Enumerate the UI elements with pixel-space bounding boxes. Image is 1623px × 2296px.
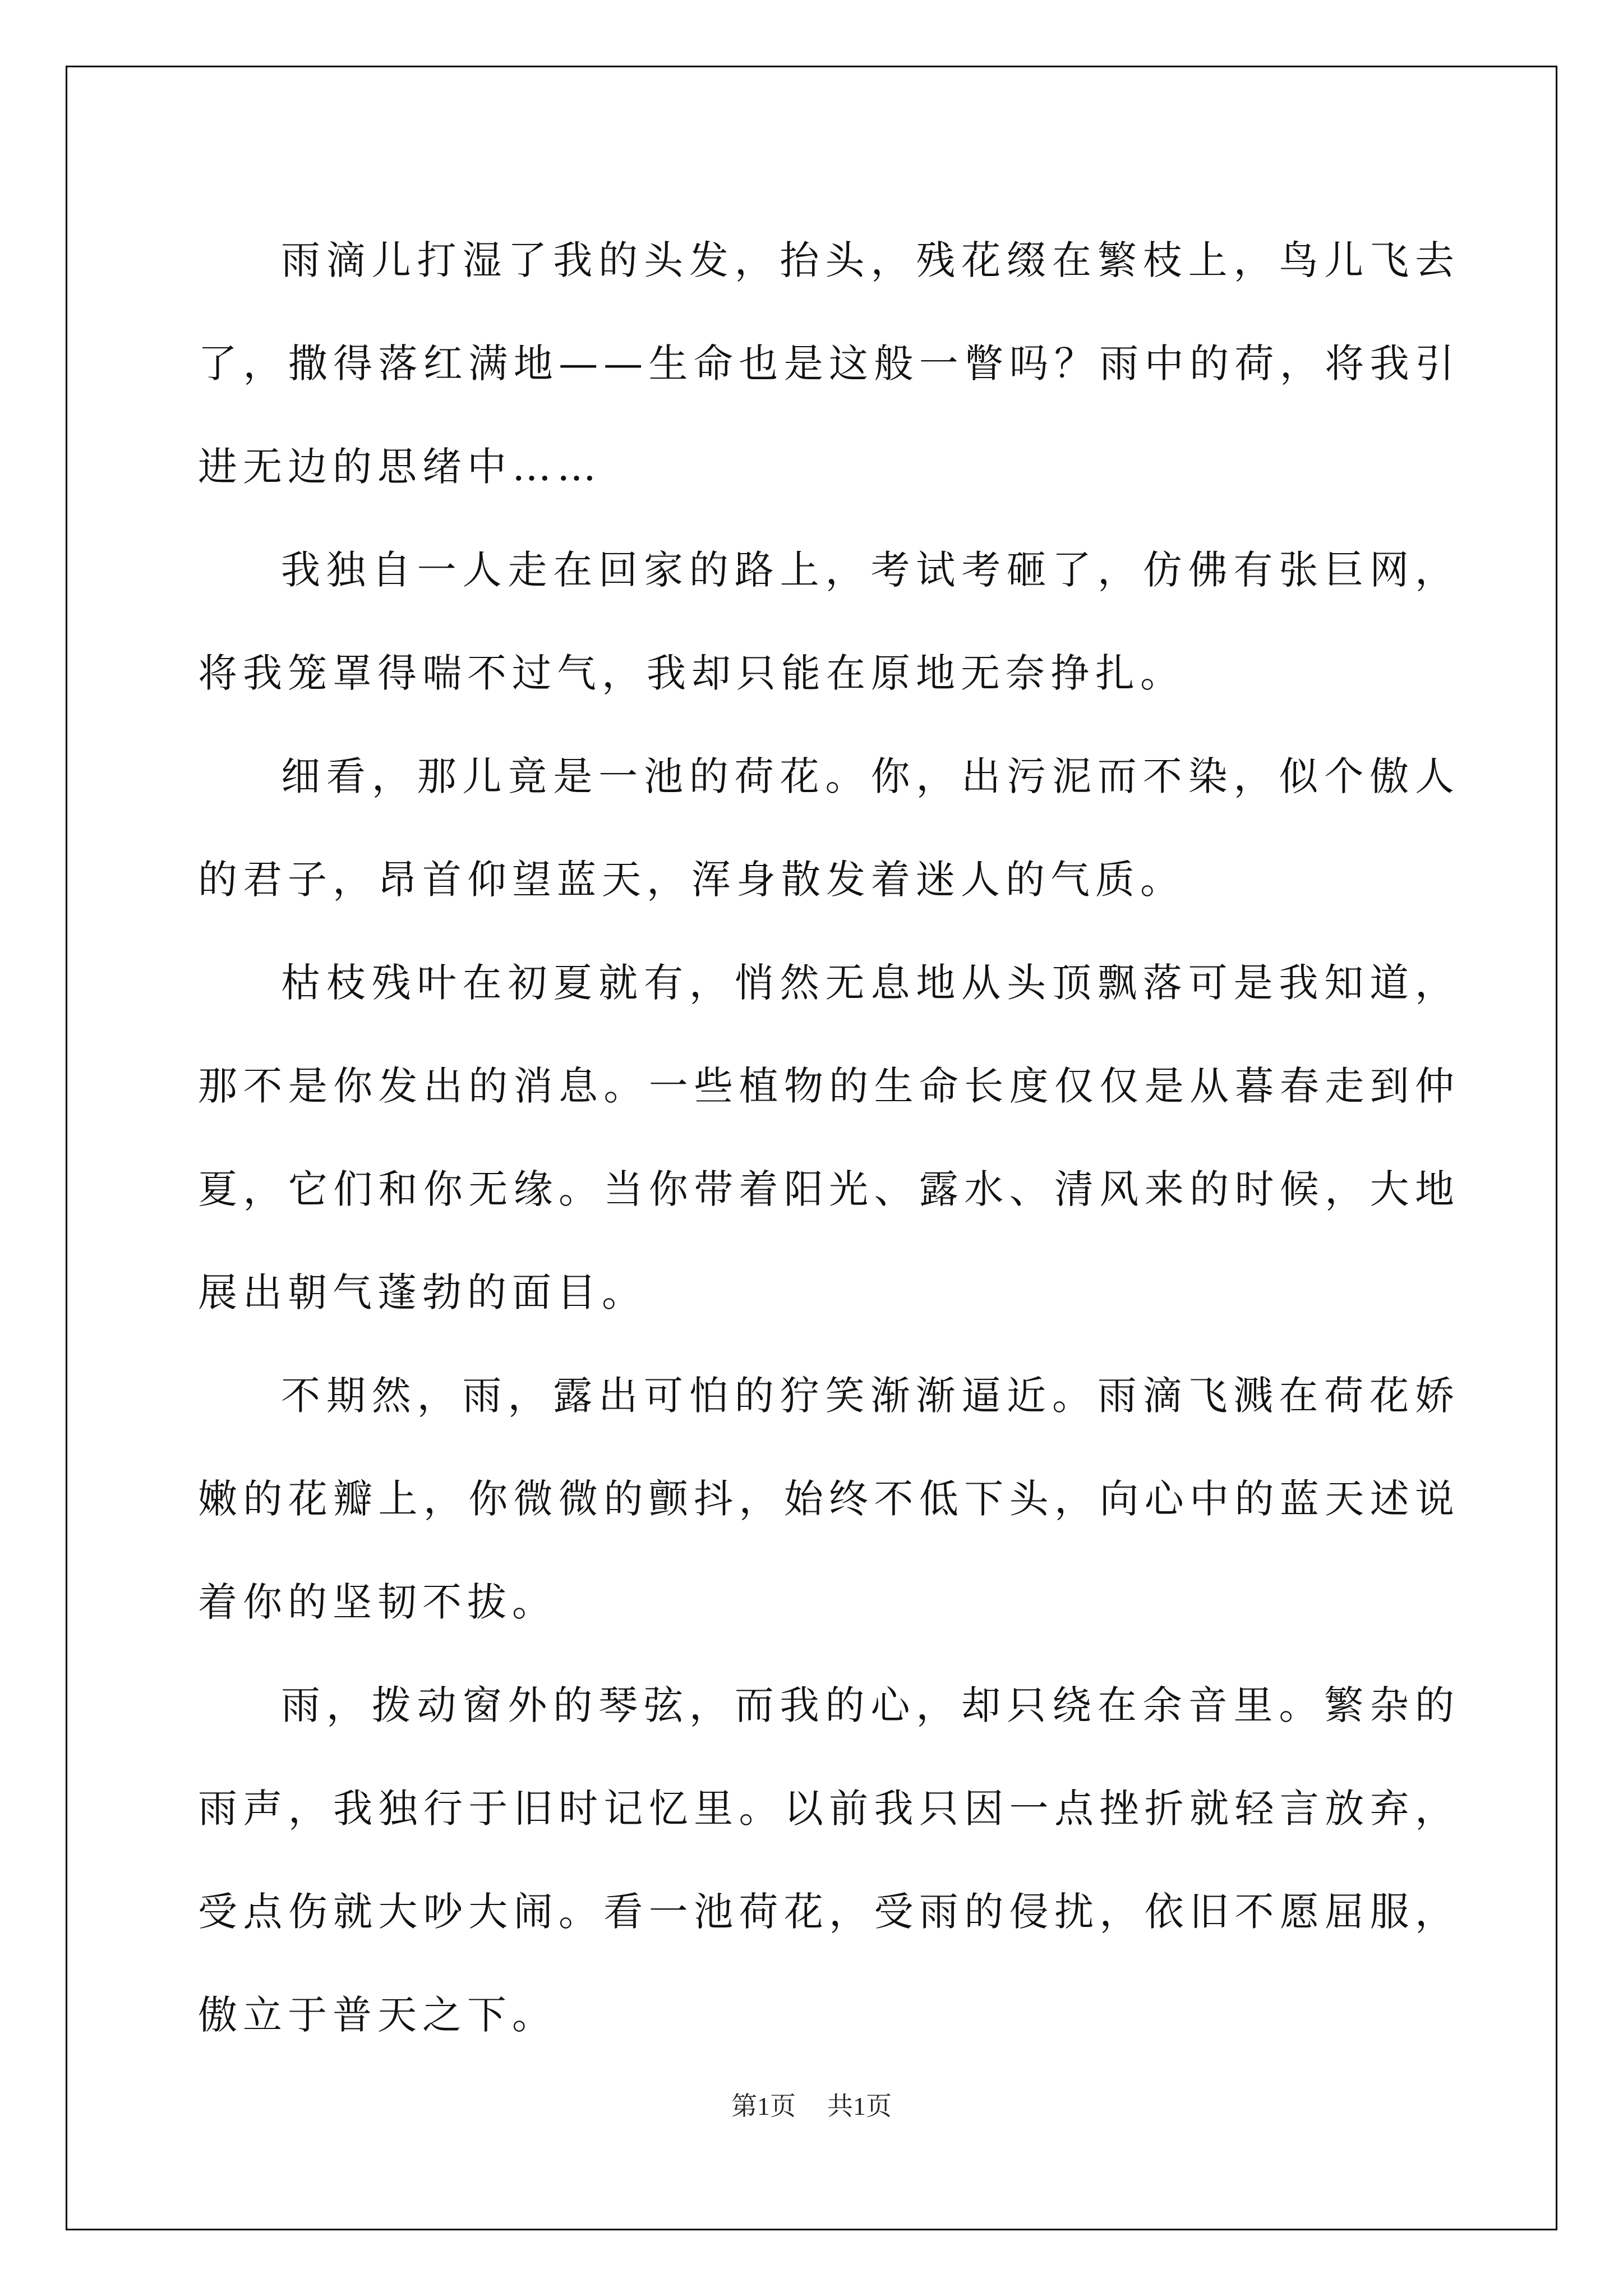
page-footer xyxy=(0,2086,1623,2123)
paragraph: 枯枝残叶在初夏就有，悄然无息地从头顶飘落可是我知道，那不是你发出的消息。一些植物的生命长度仅仅是从暮春走到仲夏，它们和你无缘。当你带着阳光、露水、清风来的时候，大地展出朝气蓬勃的面目。 xyxy=(198,960,1460,1315)
paragraph: 不期然，雨，露出可怕的狞笑渐渐逼近。雨滴飞溅在荷花娇嫩的花瓣上，你微微的颤抖，始终不低下头，向心中的蓝天述说着你的坚韧不拔。 xyxy=(198,1373,1460,1625)
paragraph: 我独自一人走在回家的路上，考试考砸了，仿佛有张巨网，将我笼罩得喘不过气，我却只能在原地无奈挣扎。 xyxy=(198,547,1460,696)
document-body xyxy=(198,209,1460,2067)
page-total: 共1页 xyxy=(827,2092,892,2120)
paragraph: 雨滴儿打湿了我的头发，抬头，残花缀在繁枝上，鸟儿飞去了，撒得落红满地——生命也是这般一瞥吗？雨中的荷，将我引进无边的思绪中…… xyxy=(198,237,1460,490)
page-number: 第1页 xyxy=(731,2092,796,2120)
paragraph: 雨，拨动窗外的琴弦，而我的心，却只绕在余音里。繁杂的雨声，我独行于旧时记忆里。以前我只因一点挫折就轻言放弃，受点伤就大吵大闹。看一池荷花，受雨的侵扰，依旧不愿屈服，傲立于普天之下。 xyxy=(198,1682,1460,2038)
paragraph: 细看，那儿竟是一池的荷花。你，出污泥而不染，似个傲人的君子，昂首仰望蓝天，浑身散发着迷人的气质。 xyxy=(198,753,1460,903)
